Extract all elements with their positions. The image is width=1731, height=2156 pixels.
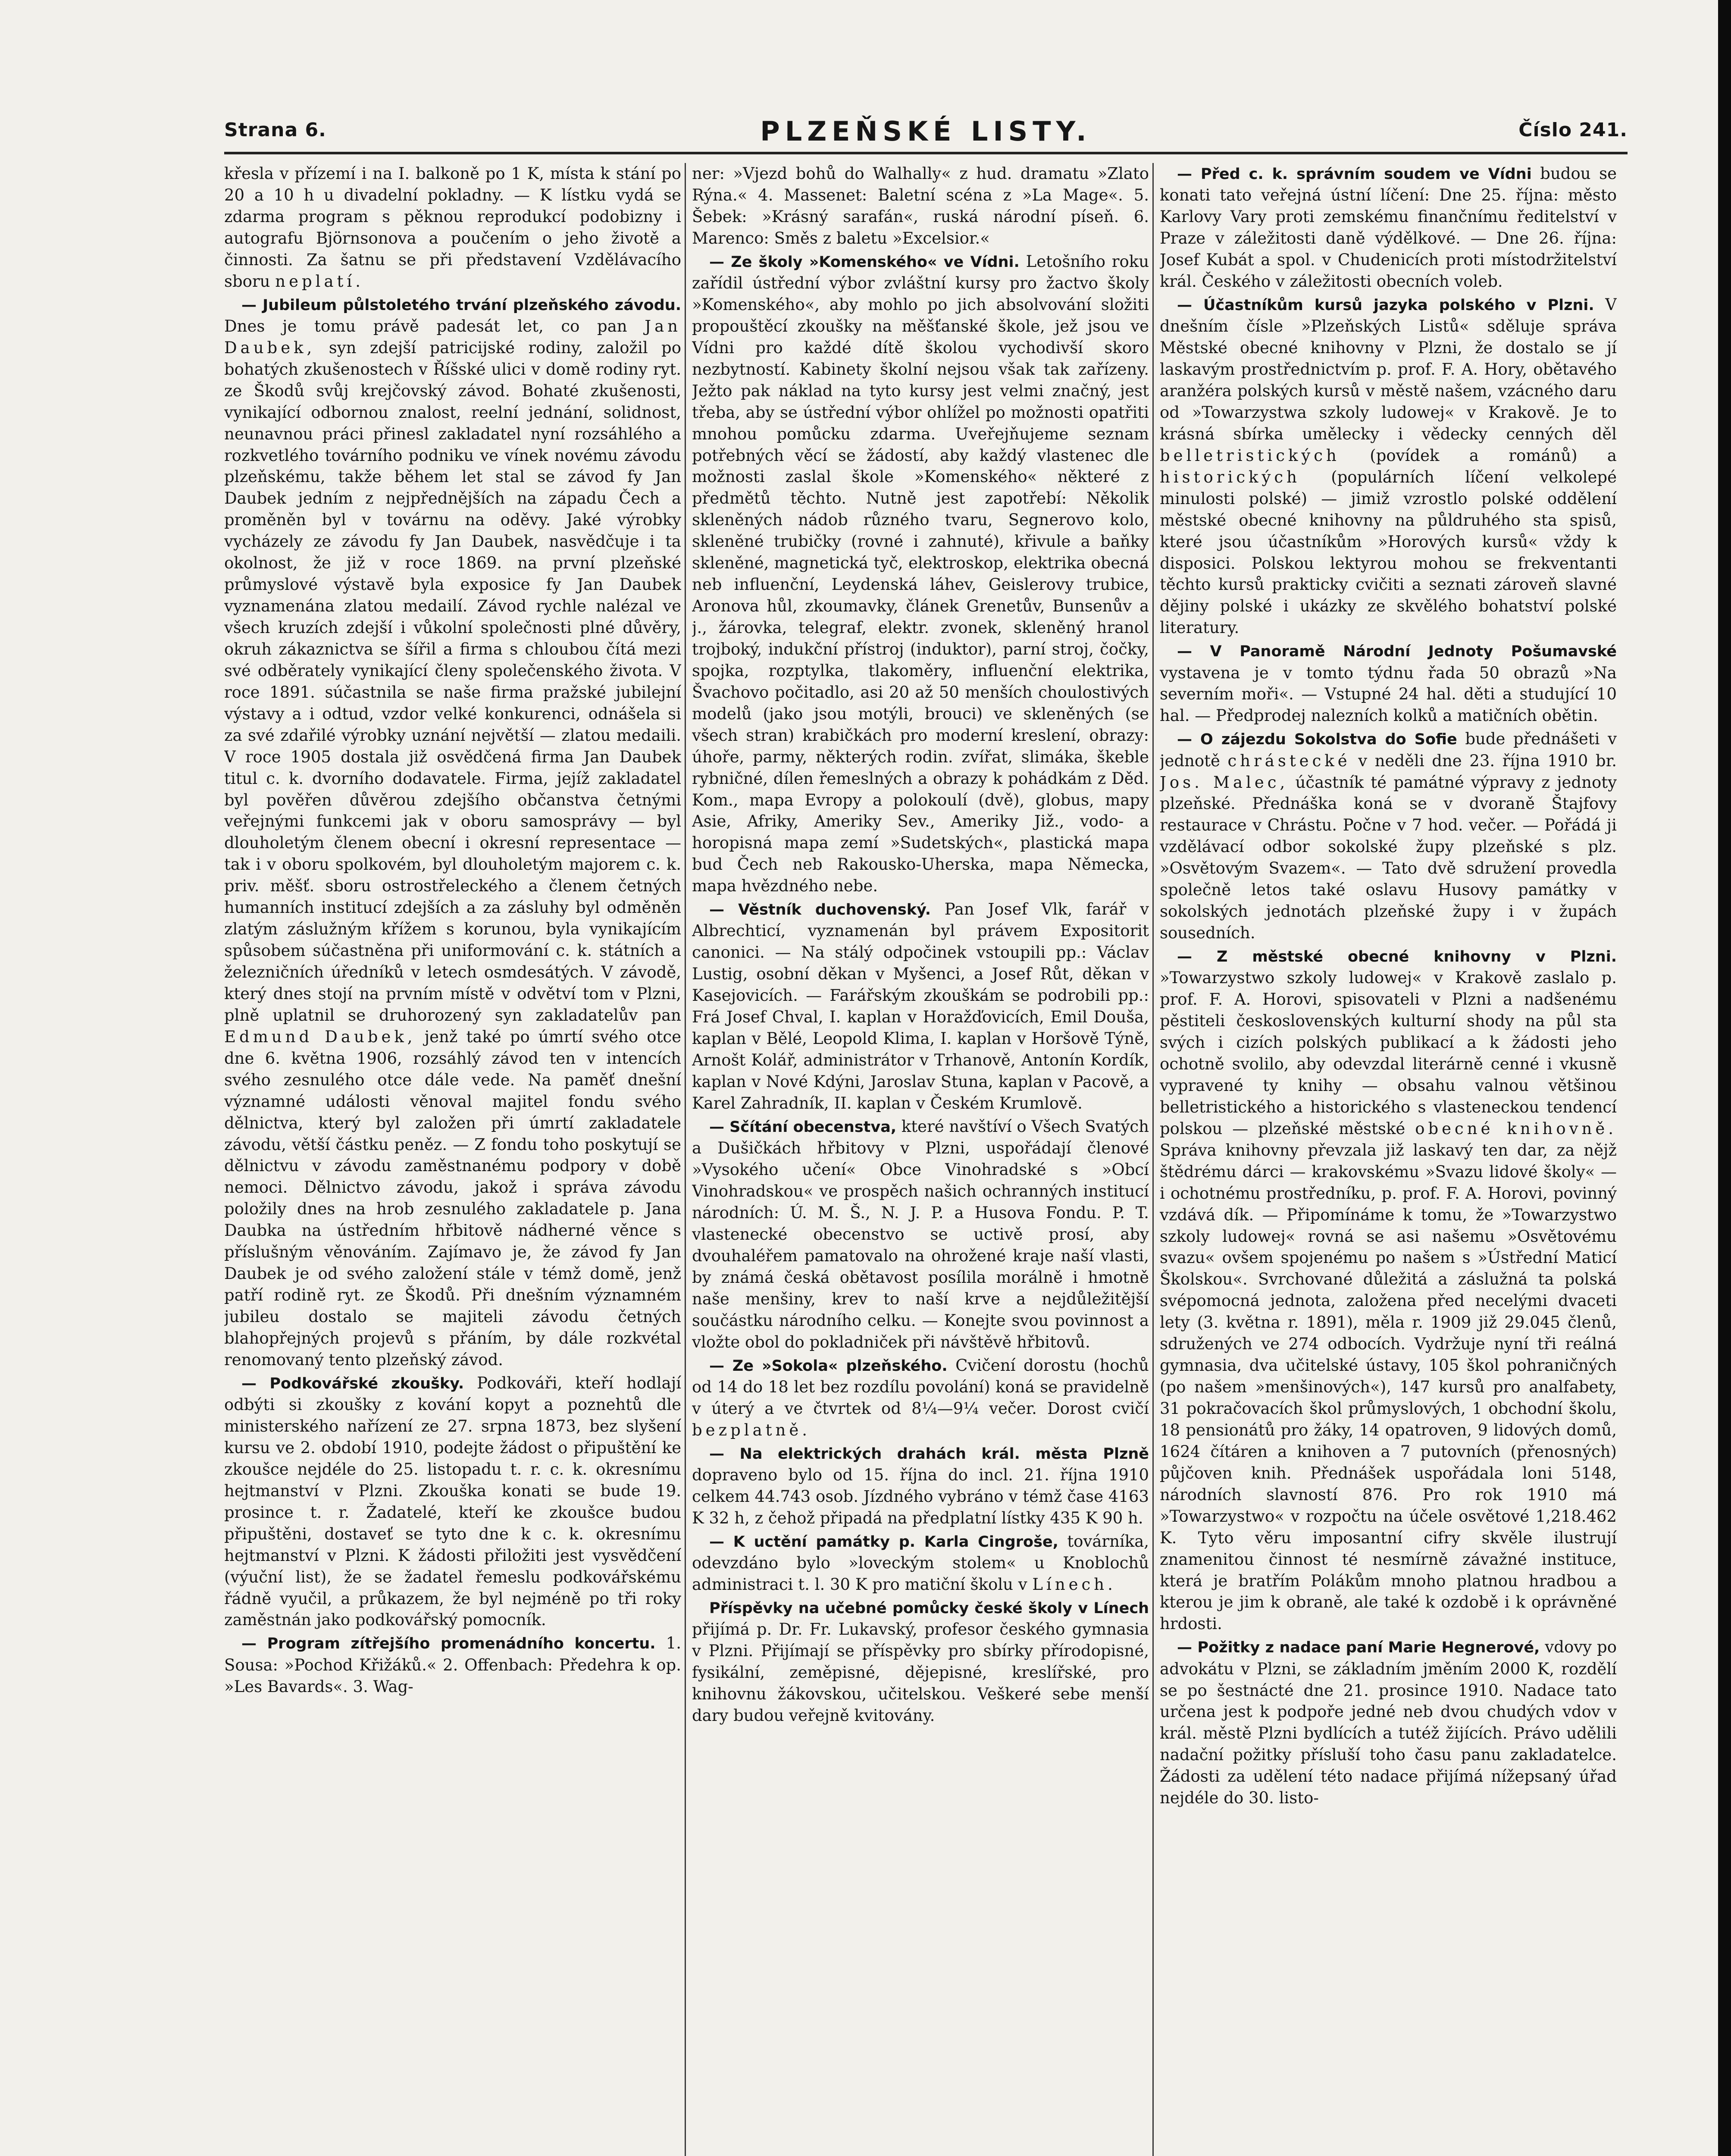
article-continuation — [692, 163, 1149, 249]
text: Cvičení dorostu (hochů od 14 do 18 let bez rozdílu povolání) koná se pravidelně v úterý a ve čtvrtek od 8¼—9¼ večer. Dorost cvičí — [692, 1356, 1149, 1418]
article-heading: — Podkovářské zkoušky. — [241, 1375, 464, 1392]
article-heading: — Věstník duchovenský. — [709, 901, 931, 919]
issue-number: Číslo 241. — [1518, 119, 1628, 141]
text: syn zdejší patricijské rodiny, založil po bohatých zkušenostech v Říšské ulici v domě rodiny ryt. ze Škodů svůj krejčovský závod. Bohaté zkušenosti, vynikající odbornou znalost, reelní jednání, solidnost, neunavnou práci přinesl zakladatel nyní rozsáhlého a rozkvetlého továrního podniku ve vínek novému závodu plzeňskému, takže během let stal se závod fy Jan Daubek jedním z nejpřednějších na západu Čech a proměněn byl v továrnu na oděvy. Jaké výrobky vycházely ze závodu fy Jan Daubek, nasvědčuje i ta okolnost, že již v roce 1869. na první plzeňské průmyslové výstavě byla exposice fy Jan Daubek vyznamenána zlatou medailí. Závod rychle nalézal ve všech kruzích zdejší i vůkolní společnosti plné důvěry, okruh zákaznictva se šířil a firma s chloubou čítá mezi své odběrately vynikající členy společenského života. V roce 1891. súčastnila se naše firma pražské jubilejní výstavy a i odtud, vzdor velké konkurenci, odnášela si za své zdařilé výrobky uznání největší — zlatou medaili. V roce 1905 dostala již osvědčená firma Jan Daubek titul c. k. dvorního dodavatele. Firma, jejíž zakladatel byl pověřen důvěrou zdejšího občanstva četnými veřejnými funkcemi jak v oboru samosprávy — byl dlouholetým členem obecní i okresní representace — tak i v oboru spolkovém, byl dlouholetým majorem c. k. priv. měšť. sboru ostrostřeleckého a členem četných humanních institucí zdejších a za zásluhy byl odměněn zlatým záslužným křížem s korunou, byla vynikajícím spůsobem súčastněna při uniformování c. k. státních a železničních úředníků v letech osmdesátých. V závodě, který dnes stojí na prvním místě v odvětví tom v Plzni, plně uplatnil se druhorozený syn zakladatelův pan — [224, 338, 681, 1025]
article-knihovna — [1160, 946, 1617, 1635]
article-continuation — [224, 163, 681, 292]
article-panorama — [1160, 640, 1617, 727]
article-heading: — O zájezdu Sokolstva do Sofie — [1177, 731, 1457, 749]
article-heading: — Sčítání obecenstva, — [709, 1118, 897, 1136]
spaced-text: Línech. — [1032, 1575, 1116, 1594]
text: Dnes je tomu právě padesát let, co pan — [224, 317, 627, 335]
header-rule — [224, 152, 1628, 154]
spaced-text: neplatí. — [275, 272, 364, 291]
article-sokol — [692, 1355, 1149, 1441]
article-heading: — Jubileum půlstoletého trvání plzeňského závodu. — [241, 296, 681, 314]
text: v neděli dne 23. října 1910 br. — [1358, 751, 1617, 770]
text: bude přednášeti v jednotě — [1160, 730, 1617, 770]
article-spravni-soud — [1160, 163, 1617, 292]
text: jenž také po úmrtí svého otce dne 6. května 1906, rozsáhlý závod ten v intencích svého zesnulého otce dále vede. Na paměť dnešní významné události věnoval majitel fondu svého dělnictva, který byl založen při úmrtí zakladatele závodu, větší částku peněz. — Z fondu toho poskytují se dělnictvu v závodu zaměstnanému podpory v době nemoci. Dělnictvo závodu, jakož i správa závodu položily dnes na hrob zesnulého zakladatele p. Jana Daubka na ústředním hřbitově nádherné věnce s příslušným věnováním. Zajímavo je, že závod fy Jan Daubek je od svého založení stále v témž domě, jenž patří rodině ryt. ze Škodů. Při dnešním významném jubileu dostalo se majiteli závodu četných blahopřejných projevů s přáním, by dále rozkvétal renomovaný tento plzeňský závod. — [224, 1027, 681, 1369]
article-vestnik — [692, 899, 1149, 1114]
column-divider — [1152, 163, 1154, 2156]
text: účastník té památné výpravy z jednoty plzeňské. Přednáška koná se v dvoraně Štajfovy restaurace v Chrástu. Počne v 7 hod. večer. — Pořádá ji vzdělávací odbor sokolské župy plzeňské s plz. »Osvětovým Svazem«. — Tato dvě sdružení provedla společně letos také oslavu Husovy památky v sokolských jednotách plzeňské župy i v župách sousedních. — [1160, 773, 1617, 943]
text: které navštíví o Všech Svatých a Dušičkách hřbitovy v Plzni, uspořádají členové »Vysokého učení« Obce Vinohradské s »Obcí Vinohradskou« ve prospěch našich ochranných institucí národních: Ú. M. Š., N. J. P. a Husova Fondu. P. T. vlastenecké obecenstvo se uctivě prosí, aby dvouhaléřem pamatovalo na ohrožené kraje naší vlasti, by známá česká obětavost posílila morálně i hmotně naše menšiny, krev to naší krve a nejdůležitější součástku národního celku. — Konejte svou povinnost a vložte obol do pokladniček při návštěvě hřbitovů. — [692, 1117, 1149, 1351]
article-heading: — V Panoramě Národní Jednoty Pošumavské — [1177, 643, 1617, 661]
column-2 — [692, 163, 1149, 2156]
article-jubileum — [224, 294, 681, 1371]
scan-border — [1718, 0, 1731, 2156]
article-heading: Příspěvky na učebné pomůcky české školy v Línech — [709, 1599, 1149, 1617]
spaced-text: Jos. Malec, — [1160, 773, 1289, 792]
page-number: Strana 6. — [224, 119, 326, 141]
spaced-text: belletristických — [1160, 446, 1340, 465]
article-podkovarske — [224, 1373, 681, 1631]
spaced-text: obecné knihovně. — [1415, 1119, 1617, 1138]
article-cingros — [692, 1531, 1149, 1595]
article-polske-kursy — [1160, 294, 1617, 639]
text: Pan Josef Vlk, farář v Albrechticí, vyznamenán byl právem Expositorit canonici. — Na stálý odpočinek vstoupili pp.: Václav Lustig, osobní děkan v Myšenci, a Josef Růt, děkan v Kasejovicích. — Farářským zkouškám se podrobili pp.: Frá Josef Chval, I. kaplan v Horažďovicích, Emil Douša, kaplan v Bělé, Leopold Klima, I. kaplan v Horšově Týně, Arnošt Kolář, administrátor v Trhanově, Antonín Kordík, kaplan v Nové Kdýni, Jaroslav Stuna, kaplan v Pacově, a Karel Zahradník, II. kaplan v Českém Krumlově. — [692, 900, 1149, 1112]
article-elektricke-drahy — [692, 1443, 1149, 1529]
article-heading: — Ze »Sokola« plzeňského. — [709, 1357, 948, 1375]
article-heading: — Před c. k. správním soudem ve Vídni — [1177, 166, 1532, 183]
text: Letošního roku zařídil ústřední výbor zvláštní kursy pro žactvo školy »Komenského«, aby mohlo po jich absolvování složiti propouštěcí zkoušky na měšťanské škole, jež jsou ve Vídni pro každé dítě školou vychodivší skoro nezbytností. Kabinety školní nejsou však tak zařízeny. Ježto pak náklad na tyto kursy jest velmi značný, jest třeba, aby se ústřední výbor ohlížel po možnosti opatřiti mnohou pomůcku zdarma. Uveřejňujeme seznam potřebných věcí se žádostí, aby každý vlastenec dle možnosti zaslal škole »Komenského« některé z předmětů těchto. Nutně jest zapotřebí: Několik skleněných nádob různého tvaru, Segnerovo kolo, skleněné trubičky (rovné i zahnuté), křivule a baňky skleněné, magnetická tyč, elektroskop, elektrika obecná neb influenční, Leydenská láhev, Geislerovy trubice, Aronova hůl, zkoumavky, článek Grenetův, Bunsenův a j., žárovka, telegraf, elektr. zvonek, skleněný hranol trojboký, indukční přístroj (induktor), parní stroj, čočky, spojka, rozptylka, tlakoměry, influenční elektrika, Švachovo počitadlo, asi 20 až 50 menších choulostivých modelů (jako jsou motýli, brouci) ve skleněných (se všech stran) krabičkách pro moderní kreslení, obrazy: úhoře, parmy, některých rodin. zvířat, slimáka, škeble rybničné, dílen řemeslných a obrazy k pohádkám z Děd. Kom., mapa Evropy a polokoulí (dvě), globus, mapy Asie, Afriky, Ameriky Sev., Amerikу Již., vodo- a horopisná mapa zemí »Sudetských«, plastická mapa bud Čech neb Rakousko-Uherska, mapa Německa, mapa hvězdného nebe. — [692, 252, 1149, 896]
spaced-text: bezplatně. — [692, 1420, 811, 1439]
article-komensky — [692, 251, 1149, 897]
text: dopraveno bylo od 15. října do incl. 21. října 1910 celkem 44.743 osob. Jízdného vybráno v témž čase 4163 K 32 h, z čehož připadá na předplatní lístky 435 K 90 h. — [692, 1465, 1149, 1527]
text: (povídek a románů) a — [1370, 446, 1617, 465]
text: křesla v přízemí i na I. balkoně po 1 K, místa k stání po 20 a 10 h u divadelní pokladny. — K lístku vydá se zdarma program s pěknou reprodukcí podobizny i autografu Björnsonova a poučením o jeho životě a činnosti. Za šatnu se při představení Vzdělávacího sboru — [224, 164, 681, 291]
article-heading: — Požitky z nadace paní Marie Hegnerové, — [1177, 1639, 1540, 1657]
text: Podkováři, kteří hodlají odbýti si zkoušky z kování kopyt a poznehtů dle ministerského nařízení ze 27. srpna 1873, bez slyšení kursu ve 2. období 1910, podejte žádost o připuštění ke zkoušce nejdéle do 25. listopadu t. r. c. k. okresnímu hejtmanství v Plzni. Zkouška konati se bude 19. prosince t. r. Žadatelé, kteří ke zkoušce budou připuštěni, dostaveť se tyto dne k c. k. okresnímu hejtmanství v Plzni. K žádosti přiložiti jest vysvědčení (výuční list), že se žadatel řemeslu podkovářskému řádně vyučil, a průkazem, že byl nejméně po tři roky zaměstnán jako podkovářský pomocník. — [224, 1373, 681, 1630]
text: továrníka, odevzdáno bylo »loveckým stolem« u Knoblochů administraci t. l. 30 K pro matiční školu v — [692, 1532, 1149, 1594]
article-nadace — [1160, 1636, 1617, 1809]
article-heading: — Ze školy »Komenského« ve Vídni. — [709, 253, 1020, 271]
text: přijímá p. Dr. Fr. Lukavský, profesor českého gymnasia v Plzni. Přijímají se příspěvky pro sbírky přírodopisné, fysikální, zeměpisné, dějepisné, kreslířské, pro knihovnu žákovskou, učitelskou. Veškeré sebe menší dary budou veřejně kvitovány. — [692, 1620, 1149, 1725]
spaced-text: chrástecké — [1227, 751, 1351, 770]
article-sofie — [1160, 728, 1617, 944]
article-heading: — Účastníkům kursů jazyka polského v Plzni. — [1177, 296, 1594, 314]
article-heading: — Z městské obecné knihovny v Plzni. — [1177, 948, 1617, 965]
text: ner: »Vjezd bohů do Walhally« z hud. dramatu »Zlato Rýna.« 4. Massenet: Baletní scéna z »La Mage«. 5. Šebek: »Krásný sarafán«, ruská národní píseň. 6. Marenco: Směs z baletu »Excelsior.« — [692, 164, 1149, 248]
column-1 — [224, 163, 681, 2156]
spaced-text: Jan Daubek, — [224, 317, 681, 357]
article-koncert — [224, 1633, 681, 1697]
column-3 — [1160, 163, 1617, 2156]
text: »Towarzystwo szkoly ludowej« v Krakově zaslalo p. prof. F. A. Horovi, spisovateli v Plzni a nadšenému pěstiteli československých kulturní shody na půl sta svých i cizích polských publikací a k žádosti jeho ochotně svolilo, aby odevzdal literárně cenné i vkusně vypravené ty knihy — obsahu valnou většinou belletristického a historického s vlasteneckou tendencí polskou — plzeňské městské — [1160, 968, 1617, 1138]
spaced-text: historických — [1160, 467, 1300, 486]
text: budou se konati tato veřejná ústní líčení: Dne 25. října: město Karlovy Vary proti zemskému finančnímu ředitelství v Praze v záležitosti daně výdělkové. — Dne 26. října: Josef Kubát a spol. v Chudenicích proti místodržitelství král. Českého v záležitosti obecních voleb. — [1160, 164, 1617, 291]
text: vystavena je v tomto týdnu řada 50 obrazů »Na severním moři«. — Vstupné 24 hal. děti a studující 10 hal. — Předprodej nalezních kolků a matičních obětin. — [1160, 663, 1617, 725]
article-heading: — Na elektrických drahách král. města Plzně — [709, 1445, 1149, 1463]
text: V dnešním čísle »Plzeňských Listů« sděluje správa Městské obecné knihovny v Plzni, že dostalo se jí laskavým prostřednictvím p. prof. F. A. Hory, obětavého aranžéra polských kursů v městě našem, vzácného daru od »Towarzystwa szkoly ludowej« v Krakově. Je to krásná sbírka umělecky i vědecky cenných děl — [1160, 295, 1617, 443]
text: 1. Sousa: »Pochod Křižáků.« 2. Offenbach: Předehra k op. »Les Bavards«. 3. Wag- — [224, 1634, 681, 1696]
article-heading: — K uctění památky p. Karla Cingroše, — [709, 1533, 1058, 1551]
spaced-text: Edmund Daubek, — [224, 1027, 416, 1046]
column-divider — [685, 163, 686, 2156]
text: vdovy po advokátu v Plzni, se základním jměním 2000 K, rozdělí se po šestnácté dne 21. prosince 1910. Nadace tato určena jest k podpoře jedné neb dvou chudých vdov v král. městě Plzni bydlících a tutéž žijících. Právo udělili nadační požitky přísluší toho času panu zakladatelce. Žádosti za udělení této nadace přijímá nížepsaný úřad nejdéle do 30. listo- — [1160, 1638, 1617, 1808]
text: (populárních líčení velkolepé minulosti polské) — jimiž vzrostlo polské oddělení městské obecné knihovny na půldruhého sta spisů, které jsou účastníkům »Horových kursů« vždy k disposici. Polskou lektyrou mohou se frekventanti těchto kursů prakticky cvičiti a seznati zároveň slavné dějiny polské i ukázky ze skvělého bohatství polské literatury. — [1160, 467, 1617, 637]
page-header — [224, 116, 1628, 154]
text: Správa knihovny převzala již laskavý ten dar, za nějž štědrému dárci — krakovskému »Svazu lidové školy« — i ochotnému prostředníku, p. prof. F. A. Horovi, povinný vzdává dík. — Připomínáme k tomu, že »Towarzystwo szkoly ludowej« rovná se asi našemu »Osvětovému svazu« ovšem spojenému po našem s »Ústřední Maticí Školskou«. Svrchované důležitá a záslužná ta polská svépomocná jednota, založena před necelými dvaceti lety (3. května r. 1891), měla r. 1909 již 29.045 členů, sdružených ve 274 odbocích. Vydržuje nyní tři reálná gymnasia, dva učitelské ústavy, 105 škol pohraničných (po našem »menšinových«), 147 kursů pro analfabety, 31 pokračovacích škol průmyslových, 1 obchodní školu, 18 pensionátů pro žáky, 14 opatroven, 9 lidových domů, 1624 čítáren a knihoven a 7 putovních (přenosných) půjčoven knih. Přednášek uspořádala loni 5148, národních slavností 876. Pro rok 1910 má »Towarzystwo« v rozpočtu na účele osvětové 1,218.462 K. Tyto věru imposantní cifry skvěle ilustrují znamenitou činnost té nesmírně závažné instituce, která je bratřím Polákům mnoho platnou hradbou a kterou je jim k obraně, ale také k ozdobě i k oprávněné hrdosti. — [1160, 1141, 1617, 1633]
article-liny — [692, 1597, 1149, 1727]
article-scitani — [692, 1116, 1149, 1353]
newspaper-title: PLZEŇSKÉ LISTY. — [760, 116, 1092, 147]
article-heading: — Program zítřejšího promenádního koncertu. — [241, 1635, 656, 1653]
